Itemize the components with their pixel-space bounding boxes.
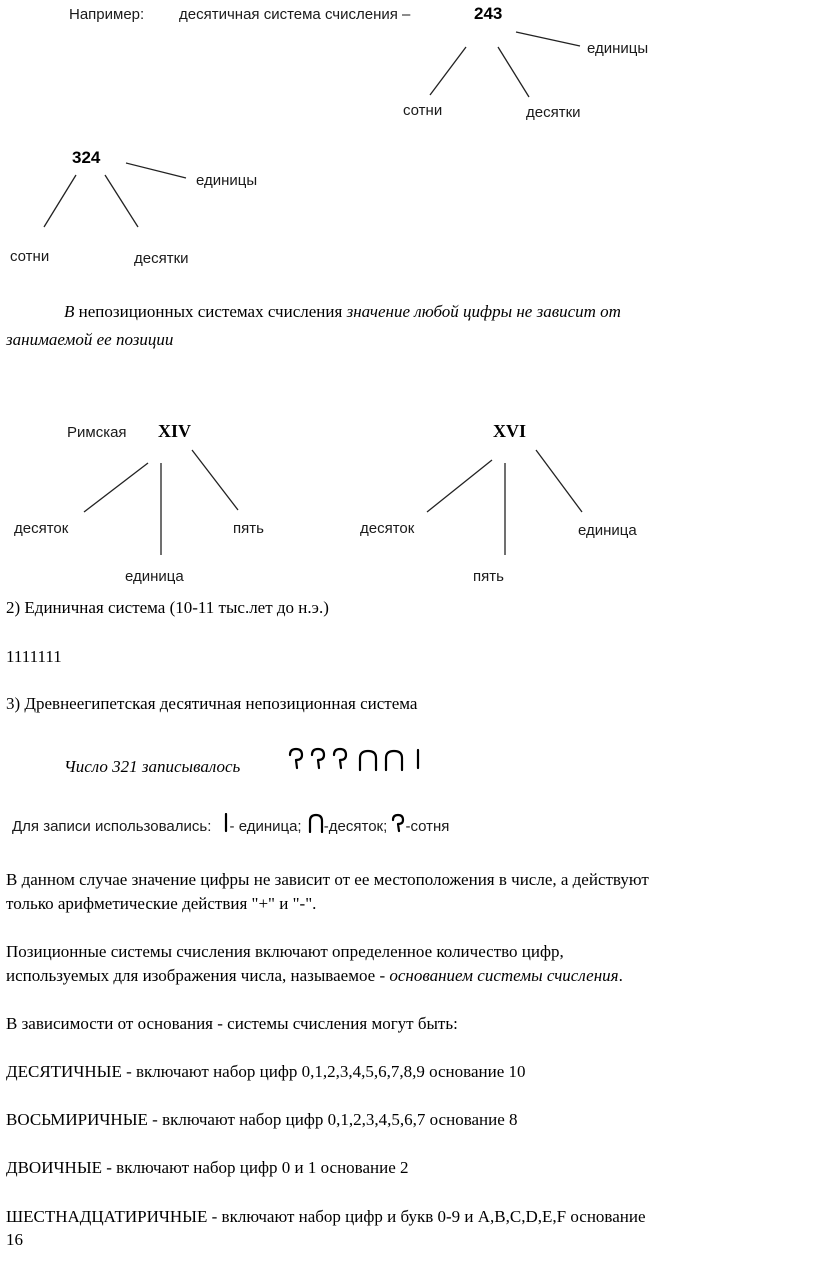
label-hundreds-243: сотни <box>403 102 443 119</box>
para3: В зависимости от основания - системы счисления могут быть: <box>6 1014 458 1033</box>
decimal-system-label: десятичная система счисления – <box>179 6 411 23</box>
para2-normal: используемых для изображения числа, называемое - <box>6 966 390 985</box>
egyptian-hundred-text: -сотня <box>405 818 450 835</box>
label-ten-xiv: десяток <box>14 520 69 537</box>
egyptian-number-caption: Число 321 записывалось <box>64 757 241 776</box>
para1-line2: только арифметические действия "+" и "-". <box>6 894 317 913</box>
para2-end: . <box>618 966 623 985</box>
unary-example: 1111111 <box>6 647 62 666</box>
decimal-line: ДЕСЯТИЧНЫЕ - включают набор цифр 0,1,2,3,4,5,6,7,8,9 основание 10 <box>6 1062 526 1081</box>
label-hundreds-324: сотни <box>10 248 50 265</box>
label-tens-243: десятки <box>526 104 581 121</box>
roman-diagram-lines <box>0 0 816 600</box>
label-five-xvi: пять <box>473 568 504 585</box>
nonpositional-normal: непозиционных системах счисления <box>74 302 347 321</box>
unit-stroke-icon <box>222 813 230 837</box>
label-units-243: единицы <box>587 40 649 57</box>
ten-arch-icon <box>308 813 324 837</box>
number-xiv: XIV <box>158 421 192 441</box>
para2-italic: основанием системы счисления <box>389 966 619 985</box>
egyptian-321-glyphs <box>286 746 436 781</box>
para2-line2 <box>6 964 623 988</box>
para1-line1: В данном случае значение цифры не зависит от ее местоположения в числе, а действуют <box>6 870 649 889</box>
label-five-xiv: пять <box>233 520 264 537</box>
binary-line: ДВОИЧНЫЕ - включают набор цифр 0 и 1 основание 2 <box>6 1158 409 1177</box>
nonpositional-italic: значение любой цифры не зависит от <box>346 302 621 321</box>
egyptian-unit-text: - единица; <box>229 818 302 835</box>
para2-line1: Позиционные системы счисления включают определенное количество цифр, <box>6 942 564 961</box>
egyptian-321-icon <box>286 746 436 776</box>
roman-label: Римская <box>67 424 127 441</box>
label-one-xvi: единица <box>578 522 637 539</box>
number-243: 243 <box>474 4 503 23</box>
hex-line2: 16 <box>6 1230 23 1249</box>
nonpositional-lead: В <box>64 302 75 321</box>
nonpositional-line2: занимаемой ее позиции <box>6 330 174 349</box>
hundred-coil-icon <box>391 813 405 837</box>
hex-line1: ШЕСТНАДЦАТИРИЧНЫЕ - включают набор цифр и букв 0-9 и A,B,C,D,E,F основание <box>6 1207 646 1226</box>
unary-heading: 2) Единичная система (10-11 тыс.лет до н.э.) <box>6 598 329 617</box>
label-one-xiv: единица <box>125 568 184 585</box>
example-prefix: Например: <box>69 6 145 23</box>
number-xvi: XVI <box>493 421 527 441</box>
egyptian-symbols-line <box>12 813 449 837</box>
number-324: 324 <box>72 148 101 167</box>
label-tens-324: десятки <box>134 250 189 267</box>
egyptian-ten-text: -десяток; <box>323 818 388 835</box>
label-units-324: единицы <box>196 172 258 189</box>
egyptian-heading: 3) Древнеегипетская десятичная непозиционная система <box>6 694 418 713</box>
egyptian-symbols-prefix: Для записи использовались: <box>12 818 212 835</box>
label-ten-xvi: десяток <box>360 520 415 537</box>
octal-line: ВОСЬМИРИЧНЫЕ - включают набор цифр 0,1,2,3,4,5,6,7 основание 8 <box>6 1110 518 1129</box>
